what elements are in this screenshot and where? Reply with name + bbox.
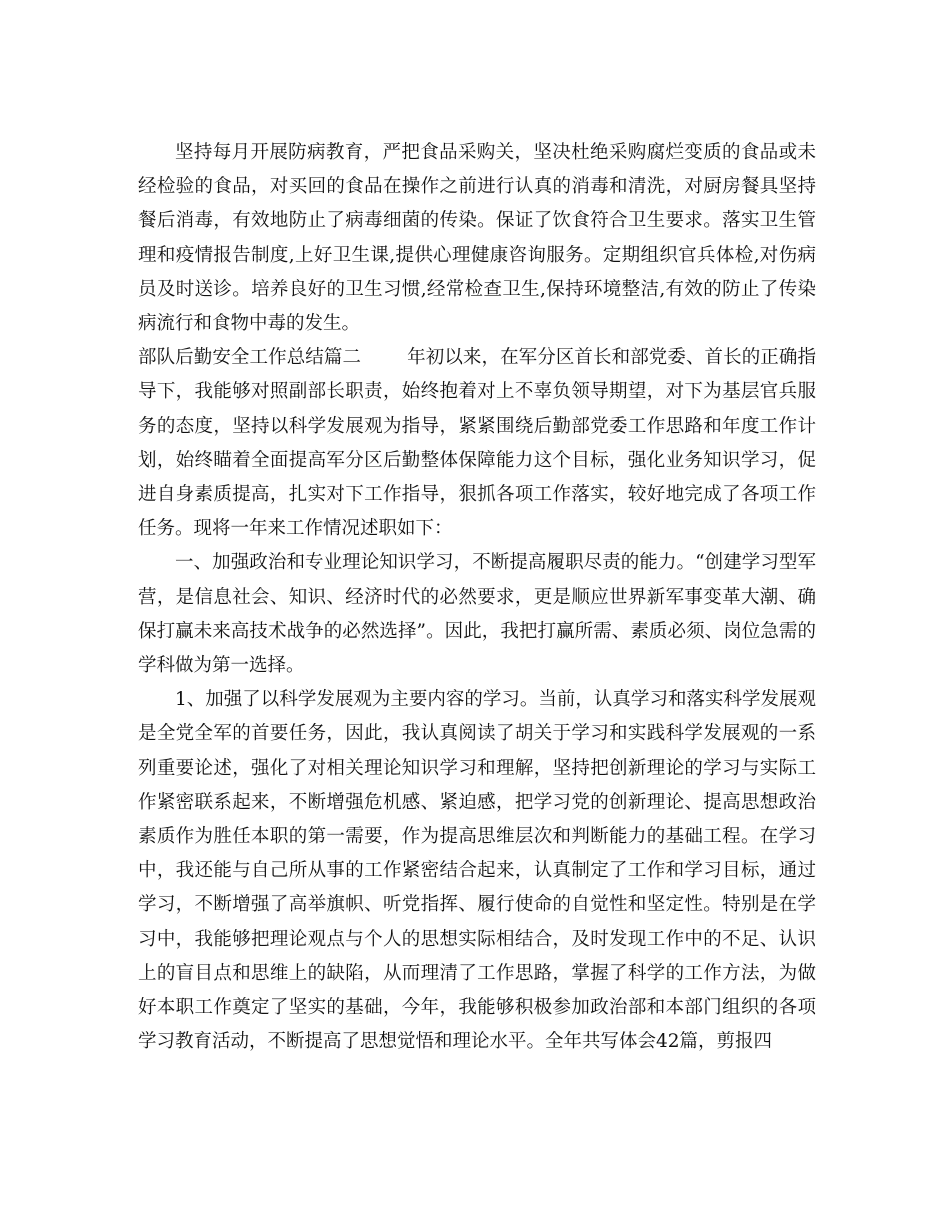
document-page <box>138 136 816 1059</box>
paragraph-intro-text: 年初以来，在军分区首长和部党委、首长的正确指导下，我能够对照副部长职责，始终抱着对上不辜负领导期望，对下为基层官兵服务的态度，坚持以科学发展观为指导，紧紧围绕后勤部党委工作思路和年度工作计划，始终瞄着全面提高军分区后勤整体保障能力这个目标，强化业务知识学习，促进自身素质提高，扎实对下工作指导，狠抓各项工作落实，较好地完成了各项工作任务。现将一年来工作情况述职如下： <box>138 347 816 540</box>
paragraph-hygiene: 坚持每月开展防病教育，严把食品采购关，坚决杜绝采购腐烂变质的食品或未经检验的食品，对买回的食品在操作之前进行认真的消毒和清洗，对厨房餐具坚持餐后消毒，有效地防止了病毒细菌的传染。保证了饮食符合卫生要求。落实卫生管理和疫情报告制度,上好卫生课,提供心理健康咨询服务。定期组织官兵体检,对伤病员及时送诊。培养良好的卫生习惯,经常检查卫生,保持环境整洁,有效的防止了传染病流行和食物中毒的发生。 <box>138 142 816 335</box>
section-heading: 部队后勤安全工作总结篇二 <box>138 347 362 369</box>
paragraph-summary-intro <box>138 341 816 546</box>
paragraph-political-study: 一、加强政治和专业理论知识学习，不断提高履职尽责的能力。“创建学习型军营，是信息社会、知识、经济时代的必然要求，更是顺应世界新军事变革大潮、确保打赢未来高技术战争的必然选择”。因此，我把打赢所需、素质必须、岗位急需的学科做为第一选择。 <box>138 552 816 677</box>
paragraph-scientific-development: 1、加强了以科学发展观为主要内容的学习。当前，认真学习和落实科学发展观是全党全军的首要任务，因此，我认真阅读了胡关于学习和实践科学发展观的一系列重要论述，强化了对相关理论知识学习和理解，坚持把创新理论的学习与实际工作紧密联系起来，不断增强危机感、紧迫感，把学习党的创新理论、提高思想政治素质作为胜任本职的第一需要，作为提高思维层次和判断能力的基础工程。在学习中，我还能与自己所从事的工作紧密结合起来，认真制定了工作和学习目标，通过学习，不断增强了高举旗帜、听党指挥、履行使命的自觉性和坚定性。特别是在学习中，我能够把理论观点与个人的思想实际相结合，及时发现工作中的不足、认识上的盲目点和思维上的缺陷，从而理清了工作思路，掌握了科学的工作方法，为做好本职工作奠定了坚实的基础，今年，我能够积极参加政治部和本部门组织的各项学习教育活动，不断提高了思想觉悟和理论水平。全年共写体会42篇，剪报四 <box>138 689 816 1053</box>
